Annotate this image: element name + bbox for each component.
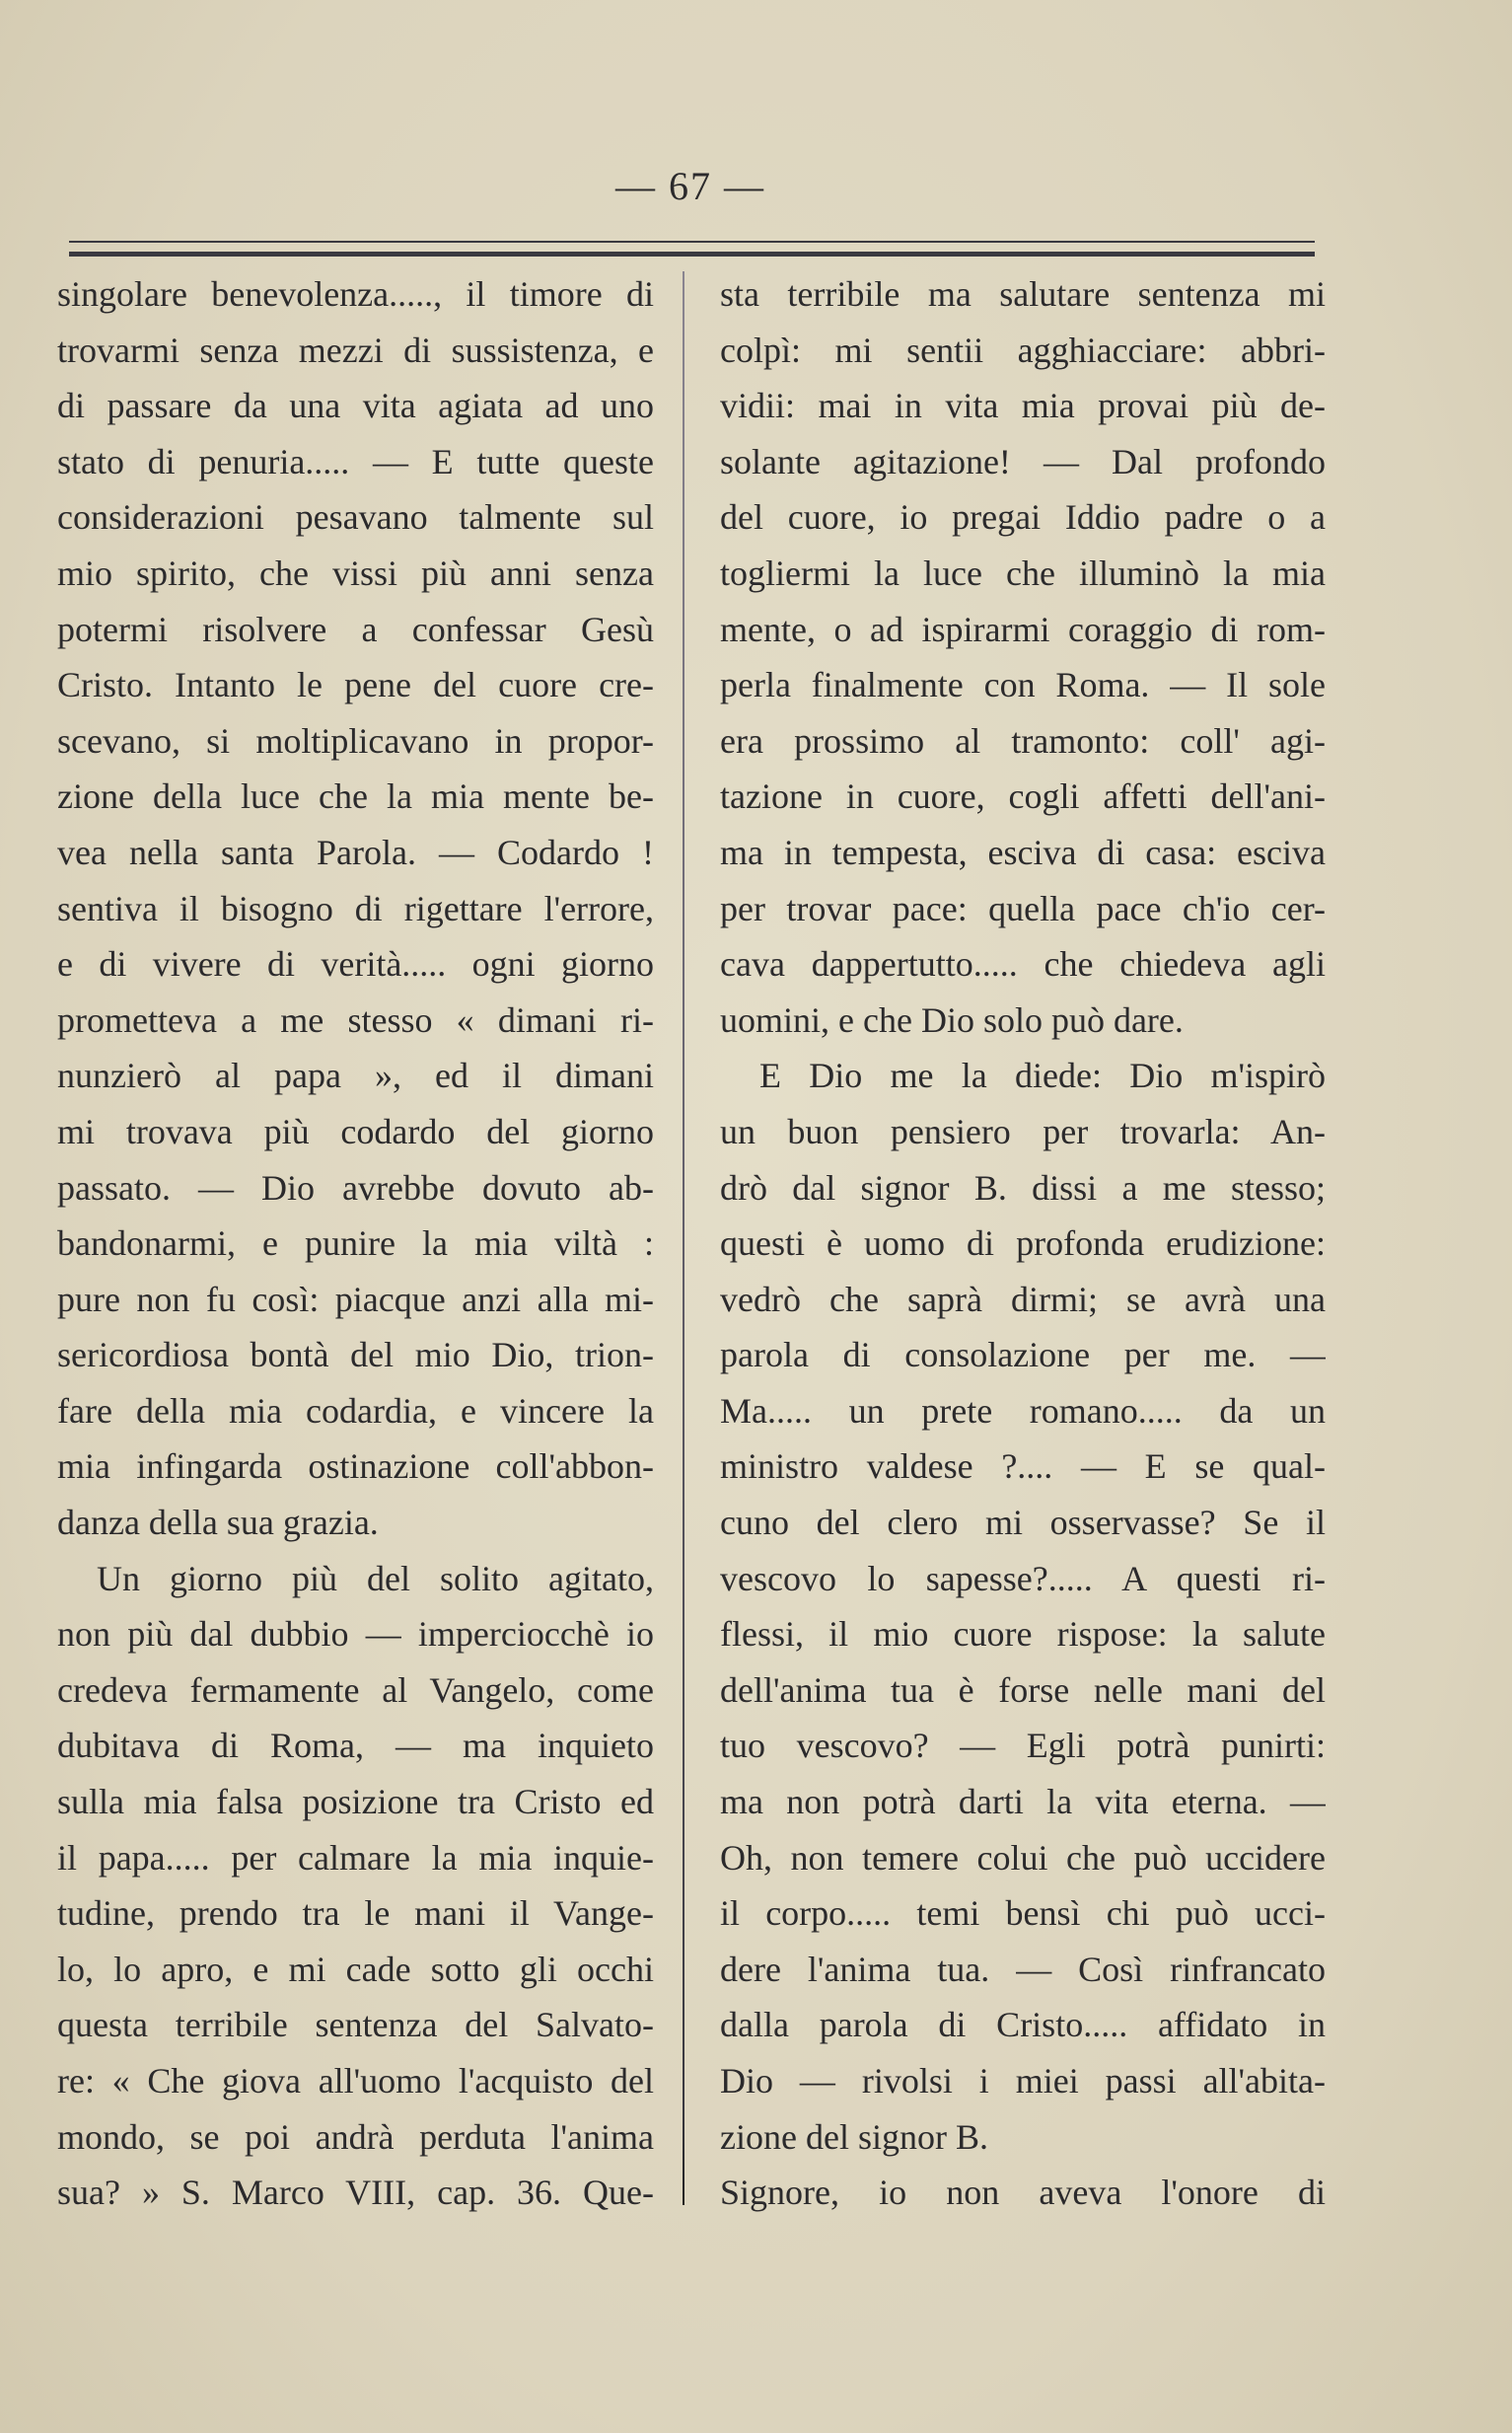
text-line: tuo vescovo? — Egli potrà punirti: bbox=[720, 1726, 1326, 1766]
text-line: bandonarmi, e punire la mia viltà : bbox=[57, 1223, 654, 1264]
text-line: lo, lo apro, e mi cade sotto gli occhi bbox=[57, 1949, 654, 1989]
text-line: passato. — Dio avrebbe dovuto ab- bbox=[57, 1167, 654, 1208]
text-line: uomini, e che Dio solo può dare. bbox=[720, 999, 1184, 1040]
text-line: ma non potrà darti la vita eterna. — bbox=[720, 1782, 1326, 1822]
page-number: — 67 — bbox=[615, 164, 765, 208]
text-line: sentiva il bisogno di rigettare l'errore, bbox=[57, 888, 654, 928]
text-line: Ma..... un prete romano..... da un bbox=[720, 1390, 1326, 1431]
text-line: Un giorno più del solito agitato, bbox=[97, 1558, 654, 1598]
text-line: stato di penuria..... — E tutte queste bbox=[57, 441, 654, 481]
text-line: ma in tempesta, esciva di casa: esciva bbox=[720, 832, 1326, 872]
text-line: e di vivere di verità..... ogni giorno bbox=[57, 944, 654, 985]
text-line: questa terribile sentenza del Salvato- bbox=[57, 2005, 654, 2045]
text-line: credeva fermamente al Vangelo, come bbox=[57, 1669, 654, 1710]
text-line: fare della mia codardia, e vincere la bbox=[57, 1390, 654, 1431]
text-line: sua? » S. Marco VIII, cap. 36. Que- bbox=[57, 2173, 654, 2213]
text-line: questi è uomo di profonda erudizione: bbox=[720, 1223, 1326, 1264]
text-line: drò dal signor B. dissi a me stesso; bbox=[720, 1167, 1326, 1208]
text-line: colpì: mi sentii agghiacciare: abbri- bbox=[720, 330, 1326, 370]
text-line: potermi risolvere a confessar Gesù bbox=[57, 609, 654, 649]
text-line: ministro valdese ?.... — E se qual- bbox=[720, 1446, 1326, 1487]
text-line: mia infingarda ostinazione coll'abbon- bbox=[57, 1446, 654, 1487]
text-line: pure non fu così: piacque anzi alla mi- bbox=[57, 1279, 654, 1319]
text-line: prometteva a me stesso « dimani ri- bbox=[57, 999, 654, 1040]
text-line: togliermi la luce che illuminò la mia bbox=[720, 553, 1326, 593]
left-column bbox=[57, 266, 654, 2221]
text-line: sericordiosa bontà del mio Dio, trion- bbox=[57, 1335, 654, 1375]
text-line: dere l'anima tua. — Così rinfrancato bbox=[720, 1949, 1326, 1989]
text-line: mondo, se poi andrà perduta l'anima bbox=[57, 2116, 654, 2157]
text-line: considerazioni pesavano talmente sul bbox=[57, 497, 654, 538]
text-line: vidii: mai in vita mia provai più de- bbox=[720, 386, 1326, 426]
text-line: il corpo..... temi bensì chi può ucci- bbox=[720, 1893, 1326, 1934]
text-line: E Dio me la diede: Dio m'ispirò bbox=[759, 1056, 1326, 1096]
text-line: vescovo lo sapesse?..... A questi ri- bbox=[720, 1558, 1326, 1598]
text-line: danza della sua grazia. bbox=[57, 1503, 379, 1543]
text-line: vea nella santa Parola. — Codardo ! bbox=[57, 832, 654, 872]
text-line: zione della luce che la mia mente be- bbox=[57, 776, 654, 817]
text-line: mio spirito, che vissi più anni senza bbox=[57, 553, 654, 593]
text-line: perla finalmente con Roma. — Il sole bbox=[720, 665, 1326, 705]
right-column bbox=[720, 266, 1326, 2221]
text-line: solante agitazione! — Dal profondo bbox=[720, 441, 1326, 481]
text-line: dubitava di Roma, — ma inquieto bbox=[57, 1726, 654, 1766]
text-line: un buon pensiero per trovarla: An- bbox=[720, 1111, 1326, 1151]
text-line: Oh, non temere colui che può uccidere bbox=[720, 1837, 1326, 1878]
text-line: parola di consolazione per me. — bbox=[720, 1335, 1326, 1375]
text-line: il papa..... per calmare la mia inquie- bbox=[57, 1837, 654, 1878]
text-line: era prossimo al tramonto: coll' agi- bbox=[720, 720, 1326, 761]
text-line: nunzierò al papa », ed il dimani bbox=[57, 1056, 654, 1096]
text-line: dalla parola di Cristo..... affidato in bbox=[720, 2005, 1326, 2045]
text-line: Dio — rivolsi i miei passi all'abita- bbox=[720, 2061, 1326, 2101]
text-line: flessi, il mio cuore rispose: la salute bbox=[720, 1614, 1326, 1655]
text-line: tazione in cuore, cogli affetti dell'ani- bbox=[720, 776, 1326, 817]
text-line: per trovar pace: quella pace ch'io cer- bbox=[720, 888, 1326, 928]
text-line: cava dappertutto..... che chiedeva agli bbox=[720, 944, 1326, 985]
text-line: vedrò che saprà dirmi; se avrà una bbox=[720, 1279, 1326, 1319]
text-line: trovarmi senza mezzi di sussistenza, e bbox=[57, 330, 654, 370]
text-line: di passare da una vita agiata ad uno bbox=[57, 386, 654, 426]
text-line: cuno del clero mi osservasse? Se il bbox=[720, 1503, 1326, 1543]
text-line: mi trovava più codardo del giorno bbox=[57, 1111, 654, 1151]
text-line: re: « Che giova all'uomo l'acquisto del bbox=[57, 2061, 654, 2101]
text-line: dell'anima tua è forse nelle mani del bbox=[720, 1669, 1326, 1710]
text-line: zione del signor B. bbox=[720, 2116, 988, 2157]
column-divider bbox=[683, 271, 684, 2205]
header-rule bbox=[69, 241, 1315, 257]
text-line: scevano, si moltiplicavano in propor- bbox=[57, 720, 654, 761]
text-line: sta terribile ma salutare sentenza mi bbox=[720, 274, 1326, 314]
text-line: del cuore, io pregai Iddio padre o a bbox=[720, 497, 1326, 538]
text-line: singolare benevolenza....., il timore di bbox=[57, 274, 654, 314]
text-line: mente, o ad ispirarmi coraggio di rom- bbox=[720, 609, 1326, 649]
text-line: sulla mia falsa posizione tra Cristo ed bbox=[57, 1782, 654, 1822]
text-line: non più dal dubbio — imperciocchè io bbox=[57, 1614, 654, 1655]
text-line: Cristo. Intanto le pene del cuore cre- bbox=[57, 665, 654, 705]
text-line: tudine, prendo tra le mani il Vange- bbox=[57, 1893, 654, 1934]
text-line: Signore, io non aveva l'onore di bbox=[720, 2173, 1326, 2213]
